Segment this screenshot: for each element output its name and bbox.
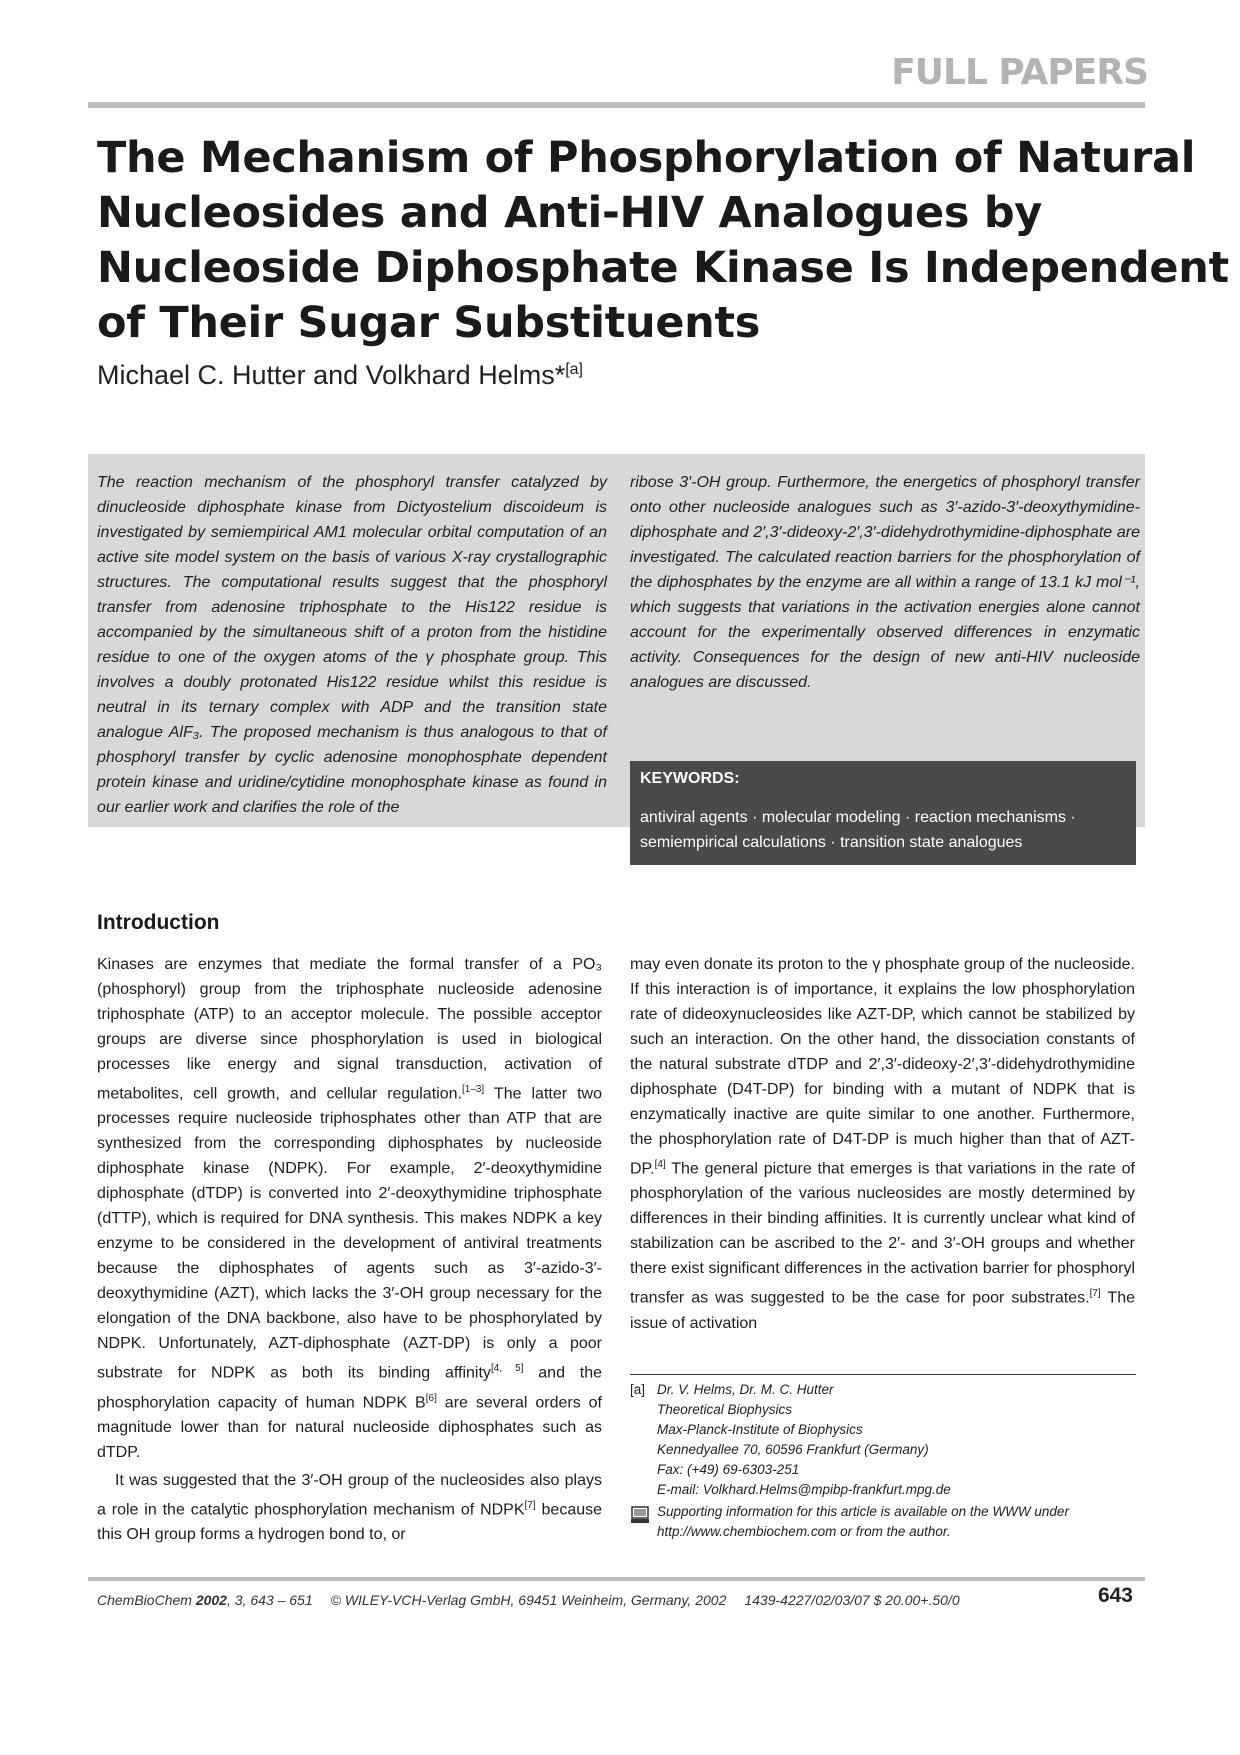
computer-icon	[630, 1505, 650, 1525]
citation: [4]	[654, 1159, 666, 1170]
section-label: FULL PAPERS	[891, 52, 1148, 93]
affiliation-line: Max-Planck-Institute of Biophysics	[657, 1422, 863, 1437]
abstract-text: ribose 3′-OH group. Furthermore, the energetics of phosphoryl transfer onto other nucleoside analogues such as 3′-azido-3′-deoxythymidine-diphosphate and 2′,3′-dideoxy-2′,3′-didehydrothymidine-diphosphate are investigated. The calculated reaction barriers for the phosphorylation of the diphosphates by the enzyme are all within a range of 13.1 kJ mol⁻¹, which suggests that variations in the activation energies alone cannot account for the experimentally observed differences in enzymatic activity. Consequences for the design of new anti-HIV nucleoside analogues are discussed.	[630, 474, 1140, 691]
body-left-column	[97, 952, 602, 1547]
copyright: © WILEY-VCH-Verlag GmbH, 69451 Weinheim, Germany, 2002	[330, 1592, 727, 1608]
citation: [7]	[524, 1499, 536, 1511]
keywords-heading: KEYWORDS:	[640, 770, 740, 787]
section-heading: Introduction	[97, 911, 220, 934]
affiliation-lines	[657, 1380, 1136, 1500]
journal-name: ChemBioChem	[97, 1592, 196, 1608]
affiliation-mark: [a]	[565, 361, 583, 378]
text-run: The issue of activation	[630, 1289, 1136, 1332]
text-run: The latter two processes require nucleoside triphosphates other than ATP that are synthesized from the corresponding diphosphates by nucleoside diphosphate kinase (NDPK). For example, 2′-deoxythymidine diphosphate (dTDP) is converted into 2′-deoxythymidine triphosphate (dTTP), which is required for DNA synthesis. This makes NDPK a key enzyme to be considered in the development of antiviral treatments because the diphosphates of agents such as 3′-azido-3′-deoxythymidine (AZT), which lacks the 3′-OH group necessary for the elongation of the DNA backbone, also have to be phosphorylated by NDPK. Unfortunately, AZT-diphosphate (AZT-DP) is only a poor substrate for NDPK as both its binding affinity	[97, 1085, 602, 1382]
title-line: The Mechanism of Phosphorylation of Natural	[97, 133, 1196, 183]
bottom-rule	[88, 1577, 1145, 1581]
author-names: Michael C. Hutter and Volkhard Helms*	[97, 360, 566, 390]
paragraph	[97, 1468, 602, 1547]
page-number: 643	[1097, 1584, 1133, 1607]
supporting-info-note: Supporting information for this article is available on the WWW under http://www.chembiochem.com or from the author.	[657, 1504, 1069, 1539]
authors	[97, 360, 583, 391]
text-run: are several orders of magnitude lower than for natural nucleoside diphosphates such as dTDP.	[97, 1393, 602, 1461]
paragraph	[97, 952, 602, 1465]
text-run: The general picture that emerges is that variations in the rate of phosphorylation of the various nucleosides are mostly determined by differences in their binding affinities. It is currently unclear what kind of stabilization can be ascribed to the 2′- and 3′-OH groups and whether there exist significant differences in the activation barrier for phosphoryl transfer as was suggested to be the case for poor substrates.	[630, 1160, 1135, 1307]
top-rule	[88, 102, 1145, 108]
issn: 1439-4227/02/03/07 $ 20.00+.50/0	[744, 1592, 960, 1608]
text-run: may even donate its proton to the γ phosphate group of the nucleoside. If this interaction is of importance, it explains the low phosphorylation rate of dideoxynucleosides like AZT-DP, which cannot be stabilized by such an interaction. On the other hand, the dissociation constants of the natural substrate dTDP and 2′,3′-dideoxy-2′,3′-didehydrothymidine diphosphate (D4T-DP) for binding with a mutant of NDPK that is enzymatically inactive are quite similar to one another. Furthermore, the phosphorylation rate of D4T-DP is much higher than that of AZT-DP.	[630, 956, 1135, 1178]
footnote-tag: [a]	[630, 1382, 646, 1397]
footnote-rule	[630, 1374, 1136, 1375]
text-run: because this OH group forms a hydrogen bond to, or	[97, 1501, 603, 1544]
title-line: of Their Sugar Substituents	[97, 298, 761, 348]
text-run: It was suggested that the 3′-OH group of the nucleosides also plays a role in the catalytic phosphorylation mechanism of NDPK	[97, 1471, 602, 1519]
citation: [4, 5]	[490, 1363, 524, 1375]
abstract-left-column	[97, 470, 607, 820]
email-link[interactable]: E-mail: Volkhard.Helms@mpibp-frankfurt.mpg.de	[657, 1482, 951, 1497]
affiliation-line: Fax: (+49) 69-6303-251	[657, 1462, 800, 1477]
body-right-column	[630, 952, 1135, 1336]
keywords-box	[630, 761, 1136, 865]
affiliation-line: Kennedyallee 70, 60596 Frankfurt (Germany)	[657, 1442, 929, 1457]
keywords-list: antiviral agents · molecular modeling · reaction mechanisms · semiempirical calculations · transition state analogues	[640, 809, 1076, 851]
footer	[97, 1592, 960, 1608]
text-run: Kinases are enzymes that mediate the formal transfer of a PO₃ (phosphoryl) group from the triphosphate nucleoside adenosine triphosphate (ATP) to an acceptor molecule. The possible acceptor groups are diverse since phosphorylation is used in biological processes like energy and signal transduction, activation of metabolites, cell growth, and cellular regulation.	[97, 956, 602, 1103]
text-run: and the phosphorylation capacity of human NDPK B	[97, 1364, 602, 1411]
citation: [6]	[425, 1392, 437, 1404]
journal-year: 2002	[195, 1592, 227, 1608]
affiliation-line: Dr. V. Helms, Dr. M. C. Hutter	[657, 1382, 834, 1397]
title-line: Nucleoside Diphosphate Kinase Is Independent	[97, 243, 1229, 293]
abstract-right-column	[630, 470, 1140, 695]
volume-pages: , 3, 643 – 651	[226, 1592, 313, 1608]
citation: [1–3]	[461, 1084, 485, 1095]
citation: [7]	[1089, 1288, 1101, 1300]
affiliation-line: Theoretical Biophysics	[657, 1402, 793, 1417]
abstract-text: The reaction mechanism of the phosphoryl transfer catalyzed by dinucleoside diphosphate kinase from Dictyostelium discoideum is investigated by semiempirical AM1 molecular orbital computation of an active site model system on the basis of various X-ray crystallographic structures. The computational results suggest that the phosphoryl transfer from adenosine triphosphate to the His122 residue is accompanied by the simultaneous shift of a proton from the histidine residue to one of the oxygen atoms of the γ phosphate group. This involves a doubly protonated His122 residue whilst this residue is neutral in its ternary complex with ADP and the transition state analogue AlF₃. The proposed mechanism is thus analogous to that of phosphoryl transfer by cyclic adenosine monophosphate dependent protein kinase and uridine/cytidine monophosphate kinase as found in our earlier work and clarifies the role of the	[97, 474, 607, 816]
title-line: Nucleosides and Anti-HIV Analogues by	[97, 188, 1043, 238]
paragraph	[630, 952, 1135, 1336]
article-title	[97, 131, 1229, 351]
